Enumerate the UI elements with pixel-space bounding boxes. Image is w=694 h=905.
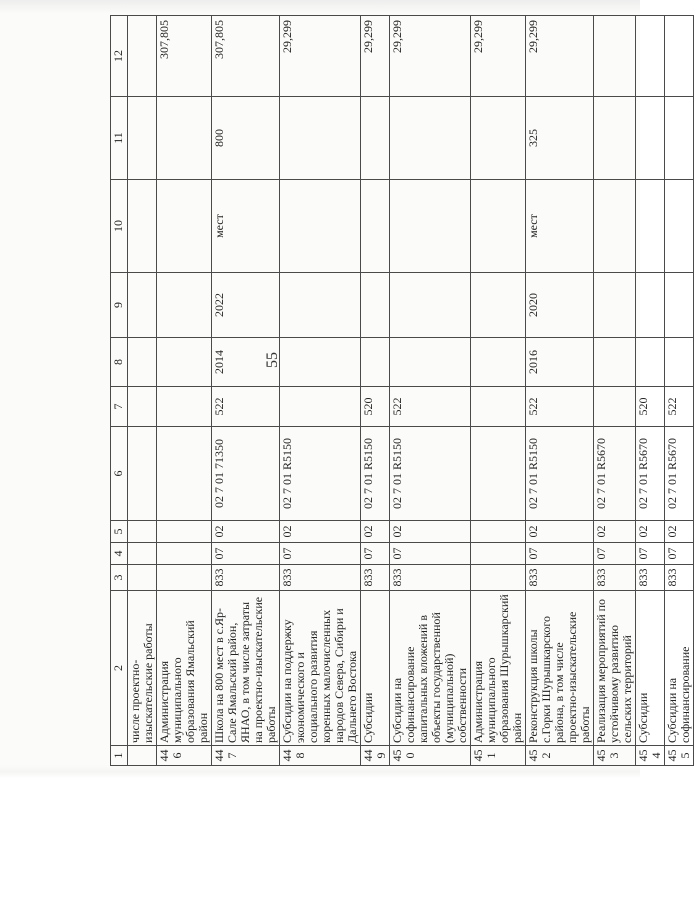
table-cell <box>390 97 471 180</box>
table-cell: 451 <box>471 746 526 766</box>
table-cell: 522 <box>526 387 594 427</box>
table-cell <box>665 16 694 97</box>
table-row <box>390 16 471 766</box>
table-cell <box>280 387 361 427</box>
table-cell <box>471 273 526 338</box>
table-cell: 02 <box>361 521 390 543</box>
table-cell: 29,299 <box>390 16 471 97</box>
table-cell <box>361 338 390 387</box>
table-body <box>128 16 694 766</box>
table-cell <box>361 97 390 180</box>
table-cell <box>128 521 157 543</box>
table-cell <box>280 273 361 338</box>
table-cell: 29,299 <box>280 16 361 97</box>
table-cell: 448 <box>280 746 361 766</box>
column-header: 10 <box>111 180 128 273</box>
column-header: 12 <box>111 16 128 97</box>
table-cell: 522 <box>390 387 471 427</box>
table-cell: 307,805 <box>157 16 212 97</box>
column-header: 6 <box>111 427 128 521</box>
table-cell: 520 <box>361 387 390 427</box>
table-cell: Субсидии <box>361 591 390 746</box>
rotated-table-wrapper <box>110 15 694 766</box>
table-cell: 07 <box>390 543 471 565</box>
table-cell: 07 <box>526 543 594 565</box>
table-cell <box>471 543 526 565</box>
table-cell <box>128 746 157 766</box>
table-cell <box>128 565 157 591</box>
table-cell <box>665 180 694 273</box>
table-cell <box>471 97 526 180</box>
table-cell <box>157 180 212 273</box>
table-cell <box>128 97 157 180</box>
table-cell <box>665 273 694 338</box>
page-number: 55 <box>264 352 281 368</box>
table-cell <box>594 387 636 427</box>
table-cell: 07 <box>594 543 636 565</box>
table-cell: 02 <box>390 521 471 543</box>
table-cell <box>157 338 212 387</box>
column-header: 7 <box>111 387 128 427</box>
table-cell: 455 <box>665 746 694 766</box>
table-cell: 07 <box>280 543 361 565</box>
table-cell <box>280 180 361 273</box>
column-header: 11 <box>111 97 128 180</box>
table-cell: 453 <box>594 746 636 766</box>
table-cell: 02 7 01 R5150 <box>361 427 390 521</box>
column-header: 2 <box>111 591 128 746</box>
table-cell: мест <box>212 180 280 273</box>
table-cell <box>471 180 526 273</box>
table-cell <box>636 180 665 273</box>
table-cell: 29,299 <box>361 16 390 97</box>
table-cell: 450 <box>390 746 471 766</box>
table-cell <box>665 97 694 180</box>
table-cell: 454 <box>636 746 665 766</box>
column-header: 4 <box>111 543 128 565</box>
table-cell: Администрация муниципального образования Ямальский район <box>157 591 212 746</box>
table-cell <box>157 565 212 591</box>
table-cell <box>390 338 471 387</box>
table-cell: 07 <box>212 543 280 565</box>
table-cell: 02 <box>212 521 280 543</box>
table-cell: 02 <box>526 521 594 543</box>
table-cell <box>471 565 526 591</box>
table-cell: 02 <box>636 521 665 543</box>
table-cell <box>636 16 665 97</box>
table-cell: Школа на 800 мест в с.Яр-Сале Ямальский район, ЯНАО, в том числе затраты на проектно-изыскательские работы <box>212 591 280 746</box>
table-cell <box>128 273 157 338</box>
table-cell: 307,805 <box>212 16 280 97</box>
table-cell <box>471 427 526 521</box>
table-cell: 02 <box>665 521 694 543</box>
table-cell: 800 <box>212 97 280 180</box>
table-cell: 833 <box>390 565 471 591</box>
table-cell: 325 <box>526 97 594 180</box>
table-cell: 02 7 01 R5150 <box>280 427 361 521</box>
table-cell: 833 <box>280 565 361 591</box>
table-cell: 2022 <box>212 273 280 338</box>
table-cell: Субсидии на софинансирование <box>665 591 694 746</box>
table-row <box>526 16 594 766</box>
table-cell <box>471 521 526 543</box>
table-cell: 02 7 01 R5670 <box>665 427 694 521</box>
table-cell: 02 7 01 R5150 <box>526 427 594 521</box>
table-cell <box>594 273 636 338</box>
table-cell: мест <box>526 180 594 273</box>
table-cell: 833 <box>526 565 594 591</box>
table-cell <box>157 543 212 565</box>
table-row <box>636 16 665 766</box>
table-cell: 833 <box>665 565 694 591</box>
table-cell: 520 <box>636 387 665 427</box>
table-cell: 2016 <box>526 338 594 387</box>
table-cell <box>594 97 636 180</box>
table-row <box>665 16 694 766</box>
budget-table <box>110 15 694 766</box>
table-cell <box>280 97 361 180</box>
table-cell: 2014 <box>212 338 280 387</box>
table-cell <box>157 273 212 338</box>
column-header: 8 <box>111 338 128 387</box>
table-cell: 833 <box>361 565 390 591</box>
table-cell: 522 <box>212 387 280 427</box>
table-cell <box>157 387 212 427</box>
table-cell <box>128 427 157 521</box>
table-cell <box>471 338 526 387</box>
table-row <box>471 16 526 766</box>
table-cell: Субсидии на поддержку экономического и социального развития коренных малочисленных народов Севера, Сибири и Дальнего Востока <box>280 591 361 746</box>
table-cell <box>128 387 157 427</box>
table-cell: 02 7 01 R5670 <box>636 427 665 521</box>
table-cell: 02 7 01 R5150 <box>390 427 471 521</box>
table-cell <box>390 180 471 273</box>
table-cell: 02 <box>280 521 361 543</box>
table-cell <box>128 338 157 387</box>
table-cell: 446 <box>157 746 212 766</box>
table-row <box>361 16 390 766</box>
table-cell <box>471 387 526 427</box>
table-row <box>280 16 361 766</box>
table-cell: 449 <box>361 746 390 766</box>
table-cell <box>361 180 390 273</box>
table-cell: Реконструкция школы с.Горки Шурышкарского района, в том числе проектно-изыскательские работы <box>526 591 594 746</box>
column-header: 9 <box>111 273 128 338</box>
table-cell: Реализация мероприятий по устойчивому развитию сельских территорий <box>594 591 636 746</box>
table-cell <box>665 338 694 387</box>
table-cell: 452 <box>526 746 594 766</box>
table-cell <box>128 180 157 273</box>
table-cell <box>361 273 390 338</box>
table-cell <box>157 521 212 543</box>
table-cell <box>128 543 157 565</box>
table-cell: 02 <box>594 521 636 543</box>
table-cell: Субсидии <box>636 591 665 746</box>
table-cell <box>280 338 361 387</box>
column-header: 3 <box>111 565 128 591</box>
table-cell <box>390 273 471 338</box>
table-cell <box>636 273 665 338</box>
table-cell: 447 <box>212 746 280 766</box>
table-cell <box>157 97 212 180</box>
table-cell: 02 7 01 71350 <box>212 427 280 521</box>
table-cell: 833 <box>594 565 636 591</box>
table-cell <box>636 338 665 387</box>
table-cell <box>594 16 636 97</box>
table-cell <box>128 16 157 97</box>
table-cell <box>594 338 636 387</box>
table-row <box>212 16 280 766</box>
table-cell: 29,299 <box>526 16 594 97</box>
table-cell: 29,299 <box>471 16 526 97</box>
table-cell: 07 <box>361 543 390 565</box>
table-cell: 833 <box>212 565 280 591</box>
table-header-row <box>111 16 128 766</box>
table-cell: 07 <box>636 543 665 565</box>
table-cell: 522 <box>665 387 694 427</box>
table-cell: 02 7 01 R5670 <box>594 427 636 521</box>
table-cell: числе проектно-изыскательские работы <box>128 591 157 746</box>
table-cell <box>594 180 636 273</box>
table-row <box>594 16 636 766</box>
table-cell: 2020 <box>526 273 594 338</box>
table-row <box>157 16 212 766</box>
table-cell: Субсидии на софинансирование капитальных вложений в объекты государственной (муниципальной) собственности <box>390 591 471 746</box>
table-cell <box>157 427 212 521</box>
table-cell: Администрация муниципального образования Шурышкарский район <box>471 591 526 746</box>
table-cell: 07 <box>665 543 694 565</box>
table-row <box>128 16 157 766</box>
column-header: 5 <box>111 521 128 543</box>
column-header: 1 <box>111 746 128 766</box>
table-cell: 833 <box>636 565 665 591</box>
table-cell <box>636 97 665 180</box>
